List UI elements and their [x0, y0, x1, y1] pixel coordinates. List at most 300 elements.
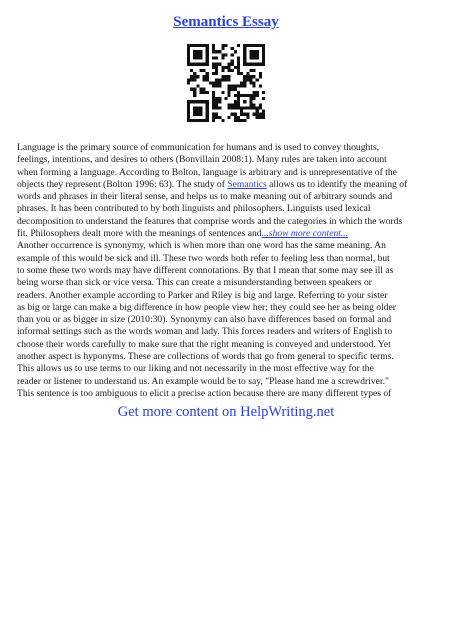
semantics-link[interactable]: Semantics: [227, 178, 267, 190]
qr-module: [262, 110, 265, 113]
qr-module: [203, 63, 206, 66]
qr-module: [215, 56, 218, 59]
qr-module: [253, 44, 256, 47]
qr-module: [249, 81, 252, 84]
qr-module: [259, 103, 262, 106]
qr-module: [193, 91, 196, 94]
qr-module: [221, 56, 224, 59]
qr-module: [253, 94, 256, 97]
qr-module: [187, 56, 190, 59]
qr-module: [224, 66, 227, 69]
qr-module: [249, 56, 252, 59]
qr-module: [253, 103, 256, 106]
qr-module: [231, 47, 234, 50]
qr-module: [249, 78, 252, 81]
qr-module: [218, 50, 221, 53]
qr-module: [253, 91, 256, 94]
qr-module: [206, 75, 209, 78]
qr-module: [256, 110, 259, 113]
qr-module: [231, 53, 234, 56]
qr-module: [249, 50, 252, 53]
qr-module: [228, 103, 231, 106]
qr-module: [237, 72, 240, 75]
qr-module: [224, 97, 227, 100]
qr-module: [187, 50, 190, 53]
essay-line: feelings, intentions, and desires to others (Bonvillain 2008:1). Many rules are taken into account: [17, 154, 387, 166]
qr-module: [215, 78, 218, 81]
qr-module: [234, 116, 237, 119]
qr-module: [221, 66, 224, 69]
qr-module: [206, 50, 209, 53]
essay-line-with-link: [17, 179, 437, 191]
qr-module: [212, 63, 215, 66]
qr-module: [193, 88, 196, 91]
qr-module: [256, 53, 259, 56]
qr-module: [237, 100, 240, 103]
essay-line: words and phrases in their literal sense, and helps us to make meaning out of arbitrary sounds and: [17, 191, 393, 203]
essay-line: decomposition to understand the features that comprise words and the categories in which the words: [17, 215, 403, 227]
qr-module: [212, 119, 215, 122]
qr-module: [193, 110, 196, 113]
qr-module: [240, 72, 243, 75]
qr-module: [187, 113, 190, 116]
qr-module: [224, 53, 227, 56]
qr-module: [203, 78, 206, 81]
qr-module: [237, 44, 240, 47]
qr-module: [212, 44, 215, 47]
qr-module: [237, 66, 240, 69]
qr-module: [215, 81, 218, 84]
show-more-link[interactable]: ...show more content...: [261, 228, 349, 240]
qr-module: [196, 106, 199, 109]
qr-module: [243, 94, 246, 97]
qr-module: [234, 106, 237, 109]
qr-module: [231, 85, 234, 88]
qr-module: [218, 81, 221, 84]
qr-module: [193, 78, 196, 81]
qr-module: [249, 53, 252, 56]
qr-module: [262, 63, 265, 66]
qr-module: [187, 110, 190, 113]
essay-line: readers. Another example according to Parker and Riley is big and large. Referring to your sister: [17, 289, 388, 301]
qr-module: [218, 85, 221, 88]
qr-module: [187, 78, 190, 81]
qr-module: [262, 116, 265, 119]
qr-module: [249, 44, 252, 47]
qr-module: [203, 100, 206, 103]
qr-module: [187, 44, 190, 47]
qr-module: [196, 119, 199, 122]
qr-module: [212, 47, 215, 50]
qr-module: [206, 110, 209, 113]
qr-module: [199, 113, 202, 116]
qr-module: [228, 66, 231, 69]
qr-module: [243, 63, 246, 66]
qr-module: [237, 103, 240, 106]
qr-module: [206, 91, 209, 94]
qr-module: [256, 94, 259, 97]
qr-module: [243, 53, 246, 56]
qr-module: [240, 94, 243, 97]
qr-module: [259, 75, 262, 78]
qr-module: [228, 116, 231, 119]
qr-module: [203, 75, 206, 78]
qr-module: [253, 75, 256, 78]
qr-module: [234, 113, 237, 116]
qr-module: [199, 100, 202, 103]
qr-module: [259, 106, 262, 109]
qr-module: [206, 78, 209, 81]
qr-module: [215, 85, 218, 88]
qr-module: [231, 88, 234, 91]
qr-module: [215, 113, 218, 116]
qr-module: [253, 97, 256, 100]
qr-module: [262, 50, 265, 53]
essay-line: to some these two words may have different connotations. By that I mean that some may see ill as: [17, 264, 394, 276]
qr-module: [212, 113, 215, 116]
essay-line: another aspect is hyponyms. These are collections of words that go from general to specific terms.: [17, 351, 394, 363]
essay-text: fit. Philosophers dealt more with the meanings of sentences and: [17, 228, 262, 240]
qr-module: [262, 53, 265, 56]
qr-module: [196, 85, 199, 88]
qr-module: [212, 97, 215, 100]
qr-module: [193, 50, 196, 53]
qr-module: [212, 116, 215, 119]
qr-module: [206, 60, 209, 63]
qr-module: [253, 69, 256, 72]
qr-module: [206, 103, 209, 106]
qr-module: [212, 81, 215, 84]
qr-module: [234, 66, 237, 69]
qr-module: [206, 53, 209, 56]
qr-module: [206, 72, 209, 75]
qr-module: [199, 91, 202, 94]
qr-module: [187, 81, 190, 84]
essay-line: This allows us to use terms to our liking and not necessarily in the most effective way for the: [17, 363, 374, 375]
qr-module: [243, 44, 246, 47]
essay-line: reader or listener to understand us. An example would be to say, "Please hand me a screwdriver.": [17, 375, 389, 387]
qr-module: [246, 113, 249, 116]
qr-module: [259, 44, 262, 47]
qr-module: [199, 50, 202, 53]
qr-module: [243, 85, 246, 88]
qr-module: [234, 100, 237, 103]
qr-module: [234, 85, 237, 88]
qr-module: [259, 85, 262, 88]
qr-module: [199, 44, 202, 47]
qr-module: [243, 106, 246, 109]
qr-module: [193, 72, 196, 75]
essay-line: as big or large can make a big difference in how people view her; they could see her as being older: [17, 301, 396, 313]
qr-module: [253, 53, 256, 56]
qr-module: [228, 63, 231, 66]
qr-module: [237, 97, 240, 100]
qr-module: [259, 63, 262, 66]
qr-module: [240, 110, 243, 113]
qr-module: [224, 78, 227, 81]
qr-module: [218, 106, 221, 109]
qr-module: [228, 75, 231, 78]
qr-module: [234, 88, 237, 91]
qr-module: [187, 116, 190, 119]
qr-module: [218, 116, 221, 119]
qr-module: [215, 103, 218, 106]
qr-module: [256, 106, 259, 109]
qr-module: [196, 63, 199, 66]
qr-module: [212, 106, 215, 109]
document-title[interactable]: Semantics Essay: [173, 14, 279, 30]
qr-module: [228, 85, 231, 88]
qr-module: [237, 91, 240, 94]
qr-module: [249, 103, 252, 106]
qr-module: [243, 50, 246, 53]
qr-module: [193, 56, 196, 59]
qr-module: [262, 97, 265, 100]
qr-module: [206, 106, 209, 109]
qr-module: [262, 47, 265, 50]
qr-module: [234, 119, 237, 122]
qr-module: [243, 81, 246, 84]
qr-module: [212, 56, 215, 59]
qr-module: [199, 110, 202, 113]
qr-module: [193, 63, 196, 66]
qr-module: [259, 113, 262, 116]
qr-module: [253, 85, 256, 88]
qr-module: [221, 91, 224, 94]
qr-module: [203, 91, 206, 94]
qr-module: [215, 97, 218, 100]
essay-line: than you or as bigger in size (2010:30). Synonymy can also have differences based on formal and: [17, 314, 392, 326]
qr-module: [187, 47, 190, 50]
qr-module: [212, 91, 215, 94]
qr-module: [246, 63, 249, 66]
qr-module: [256, 116, 259, 119]
qr-module: [234, 103, 237, 106]
qr-module: [193, 94, 196, 97]
qr-module: [221, 78, 224, 81]
qr-module: [237, 63, 240, 66]
qr-module: [212, 72, 215, 75]
qr-module: [243, 100, 246, 103]
qr-module: [228, 106, 231, 109]
essay-line: being worse than sick or vice versa. This can create a misunderstanding between speakers or: [17, 277, 372, 289]
qr-module: [221, 119, 224, 122]
qr-module: [237, 69, 240, 72]
qr-module: [199, 56, 202, 59]
qr-module: [203, 69, 206, 72]
qr-module: [193, 53, 196, 56]
qr-module: [262, 60, 265, 63]
qr-module: [196, 44, 199, 47]
qr-module: [218, 100, 221, 103]
qr-code-icon: [187, 44, 265, 122]
qr-module: [209, 81, 212, 84]
qr-module: [237, 56, 240, 59]
qr-module: [243, 60, 246, 63]
qr-module: [243, 119, 246, 122]
qr-module: [231, 103, 234, 106]
qr-module: [246, 78, 249, 81]
qr-module: [206, 113, 209, 116]
qr-module: [196, 56, 199, 59]
qr-module: [187, 53, 190, 56]
qr-module: [215, 100, 218, 103]
qr-module: [215, 116, 218, 119]
qr-module: [246, 72, 249, 75]
qr-module: [190, 119, 193, 122]
qr-module: [224, 75, 227, 78]
qr-module: [249, 97, 252, 100]
qr-module: [237, 85, 240, 88]
qr-module: [231, 113, 234, 116]
qr-module: [187, 119, 190, 122]
qr-module: [218, 97, 221, 100]
essay-line: example of this would be sick and ill. These two words both refer to feeling less than normal, but: [17, 252, 390, 264]
qr-module: [212, 94, 215, 97]
qr-module: [231, 60, 234, 63]
qr-module: [190, 69, 193, 72]
qr-module: [199, 119, 202, 122]
qr-module: [206, 119, 209, 122]
qr-module: [193, 44, 196, 47]
qr-module: [199, 88, 202, 91]
qr-module: [190, 78, 193, 81]
qr-module: [206, 63, 209, 66]
qr-module: [193, 113, 196, 116]
qr-module: [218, 78, 221, 81]
qr-module: [259, 116, 262, 119]
qr-module: [262, 113, 265, 116]
qr-module: [253, 106, 256, 109]
qr-module: [196, 113, 199, 116]
qr-module: [256, 91, 259, 94]
qr-module: [193, 100, 196, 103]
qr-module: [240, 81, 243, 84]
qr-module: [206, 44, 209, 47]
qr-module: [253, 50, 256, 53]
qr-module: [243, 75, 246, 78]
qr-module: [190, 100, 193, 103]
footer-link[interactable]: Get more content on HelpWriting.net: [117, 404, 335, 420]
qr-module: [215, 66, 218, 69]
qr-module: [240, 85, 243, 88]
qr-module: [199, 53, 202, 56]
essay-line-with-more: [17, 228, 437, 240]
qr-module: [231, 106, 234, 109]
qr-module: [203, 88, 206, 91]
qr-module: [249, 63, 252, 66]
qr-module: [240, 106, 243, 109]
qr-module: [193, 119, 196, 122]
qr-module: [240, 113, 243, 116]
essay-line: Language is the primary source of communication for humans and is used to convey thoughts,: [17, 142, 380, 153]
qr-module: [243, 56, 246, 59]
qr-module: [249, 75, 252, 78]
qr-module: [212, 66, 215, 69]
qr-module: [262, 91, 265, 94]
qr-module: [231, 69, 234, 72]
qr-module: [215, 106, 218, 109]
qr-module: [187, 100, 190, 103]
qr-module: [193, 75, 196, 78]
qr-module: [218, 63, 221, 66]
qr-module: [243, 113, 246, 116]
qr-module: [259, 72, 262, 75]
qr-module: [206, 100, 209, 103]
qr-module: [224, 44, 227, 47]
qr-module: [256, 50, 259, 53]
qr-module: [215, 69, 218, 72]
qr-module: [253, 113, 256, 116]
qr-module: [203, 44, 206, 47]
essay-line: phrases. It has been contributed to by both linguists and philosophers. Linguists used lexical: [17, 203, 371, 215]
essay-line: choose their words carefully to make sure that the right meaning is conveyed and understood. Yet: [17, 338, 391, 350]
qr-module: [234, 94, 237, 97]
qr-module: [212, 103, 215, 106]
essay-body: [17, 142, 437, 400]
qr-module: [249, 100, 252, 103]
qr-module: [246, 75, 249, 78]
qr-module: [246, 94, 249, 97]
qr-module: [215, 50, 218, 53]
essay-line: informal settings such as the words woman and lady. This forces readers and writers of English to: [17, 326, 393, 338]
qr-module: [212, 50, 215, 53]
qr-module: [196, 100, 199, 103]
qr-module: [246, 106, 249, 109]
qr-module: [199, 63, 202, 66]
qr-module: [246, 116, 249, 119]
qr-module: [215, 72, 218, 75]
qr-module: [228, 88, 231, 91]
qr-module: [221, 47, 224, 50]
essay-line: when forming a language. According to Bolton, language is arbitrary and is unrepresentative of the: [17, 166, 397, 178]
qr-module: [237, 119, 240, 122]
qr-module: [193, 106, 196, 109]
qr-module: [249, 106, 252, 109]
qr-module: [203, 119, 206, 122]
essay-text: allows us to identify the meaning of: [266, 178, 408, 190]
qr-module: [228, 69, 231, 72]
qr-module: [212, 100, 215, 103]
qr-module: [221, 69, 224, 72]
qr-module: [196, 53, 199, 56]
qr-module: [253, 81, 256, 84]
qr-module: [187, 103, 190, 106]
qr-module: [206, 116, 209, 119]
qr-module: [196, 50, 199, 53]
qr-module: [234, 50, 237, 53]
qr-module: [237, 60, 240, 63]
qr-module: [228, 78, 231, 81]
qr-module: [190, 75, 193, 78]
qr-module: [243, 78, 246, 81]
qr-module: [237, 116, 240, 119]
qr-module: [256, 63, 259, 66]
qr-module: [231, 63, 234, 66]
essay-line: Another occurrence is synonymy, which is when more than one word has the same meaning. An: [17, 240, 386, 252]
qr-module: [187, 106, 190, 109]
qr-module: [253, 63, 256, 66]
qr-module: [215, 63, 218, 66]
qr-module: [253, 56, 256, 59]
qr-module: [187, 63, 190, 66]
qr-module: [196, 75, 199, 78]
qr-module: [190, 44, 193, 47]
qr-module: [221, 75, 224, 78]
qr-module: [221, 44, 224, 47]
qr-module: [262, 44, 265, 47]
qr-module: [256, 113, 259, 116]
